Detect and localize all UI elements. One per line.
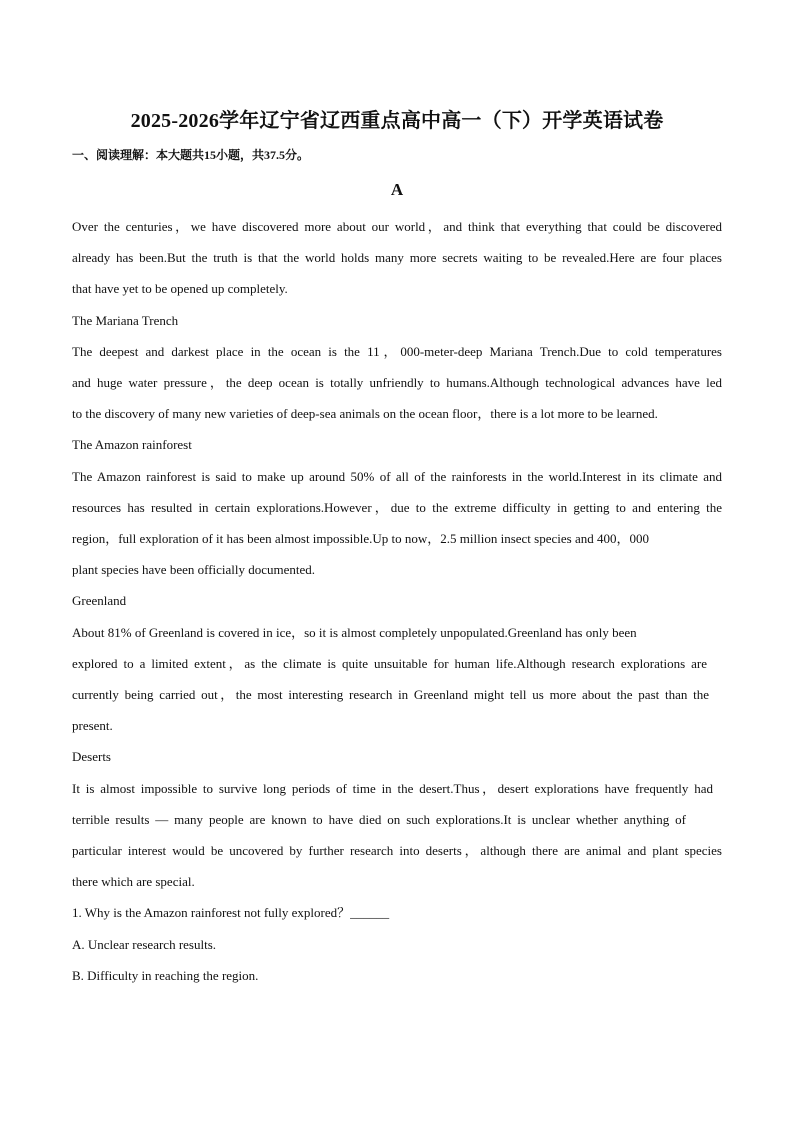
paragraph-line: The Amazon rainforest is said to make up around 50% of all of the rainforests in the world.Interest in its climate and [72, 469, 722, 484]
paragraph-line: to the discovery of many new varieties of deep-sea animals on the ocean floor，there is a lot more to be learned. [72, 406, 658, 421]
paragraph-line: resources has resulted in certain explorations.However，due to the extreme difficulty in getting to and entering the [72, 500, 722, 515]
section-heading: 一、阅读理解：本大题共15小题，共37.5分。 [72, 148, 310, 162]
paragraph-line: Over the centuries，we have discovered more about our world，and think that everything that could be discovered [72, 219, 722, 234]
exam-title: 2025-2026学年辽宁省辽西重点高中高一（下）开学英语试卷 [130, 110, 664, 132]
paragraph-line: plant species have been officially documented. [72, 562, 316, 577]
paragraph-line: The deepest and darkest place in the ocean is the 11，000-meter-deep Mariana Trench.Due to cold temperatures [72, 344, 722, 359]
answer-option-b: B. Difficulty in reaching the region. [72, 968, 259, 983]
paragraph-line: and huge water pressure，the deep ocean is totally unfriendly to humans.Although technological advances have led [72, 375, 722, 390]
paragraph-line: already has been.But the truth is that the world holds many more secrets waiting to be revealed.Here are four places [72, 250, 722, 265]
paragraph-line: present. [72, 718, 113, 733]
question-stem: 1. Why is the Amazon rainforest not fully explored？______ [72, 905, 390, 920]
answer-option-a: A. Unclear research results. [72, 937, 217, 952]
subheading: Deserts [72, 749, 111, 764]
paragraph-line: there which are special. [72, 874, 195, 889]
subheading: The Mariana Trench [72, 313, 179, 328]
paragraph-line: It is almost impossible to survive long periods of time in the desert.Thus，desert explorations have frequently had [72, 781, 713, 796]
paragraph-line: region，full exploration of it has been almost impossible.Up to now，2.5 million insect species and 400，000 [72, 531, 649, 546]
paragraph-line: that have yet to be opened up completely. [72, 281, 288, 296]
paragraph-line: particular interest would be uncovered by further research into deserts，although there are animal and plant species [72, 843, 722, 858]
paragraph-line: About 81% of Greenland is covered in ice，so it is almost completely unpopulated.Greenland has only been [72, 625, 637, 640]
passage-label: A [390, 180, 404, 199]
paragraph-line: explored to a limited extent，as the climate is quite unsuitable for human life.Although research explorations are [72, 656, 707, 671]
paragraph-line: terrible results — many people are known to have died on such explorations.It is unclear whether anything of [72, 812, 686, 827]
subheading: The Amazon rainforest [72, 437, 192, 452]
subheading: Greenland [72, 593, 127, 608]
paragraph-line: currently being carried out，the most interesting research in Greenland might tell us more about the past than the [72, 687, 709, 702]
